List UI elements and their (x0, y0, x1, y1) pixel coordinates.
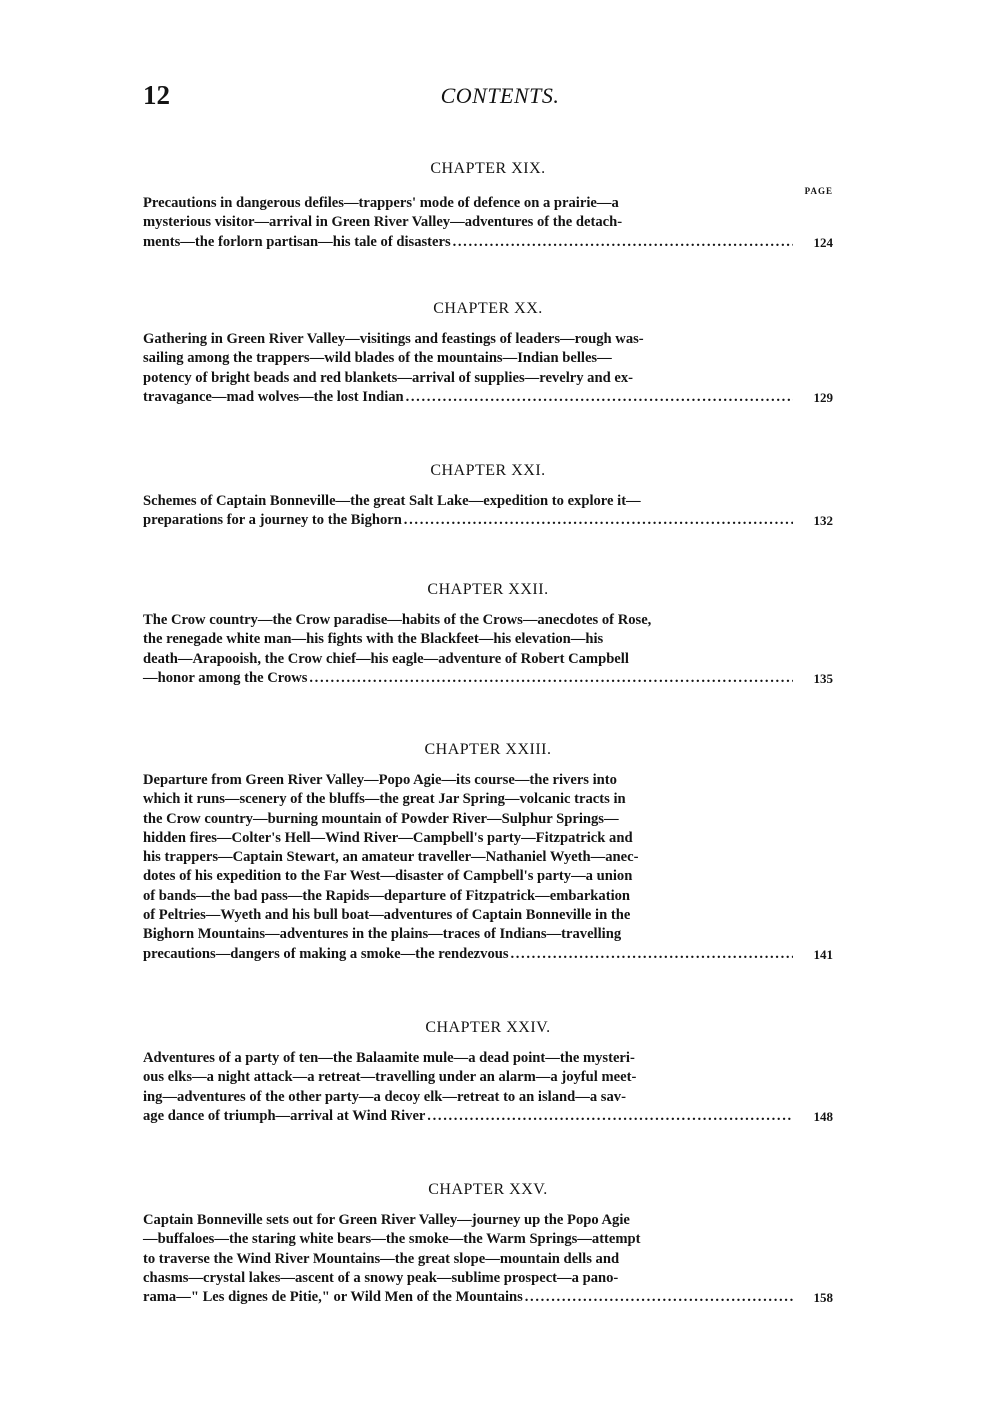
summary-line: which it runs—scenery of the bluffs—the great Jar Spring—volcanic tracts in (143, 791, 626, 808)
chapter-summary (143, 194, 833, 252)
summary-line: Bighorn Mountains—adventures in the plains—traces of Indians—travelling (143, 926, 622, 943)
summary-line: ous elks—a night attack—a retreat—travelling under an alarm—a joyful meet- (143, 1069, 637, 1086)
running-head: CONTENTS. (440, 83, 560, 108)
chapter-summary (143, 771, 833, 964)
dot-leader (453, 233, 793, 252)
summary-line: Departure from Green River Valley—Popo Agie—its course—the rivers into (143, 772, 617, 788)
page-reference: 124 (813, 234, 833, 250)
summary-line: age dance of triumph—arrival at Wind River (143, 1107, 426, 1124)
summary-line: —buffaloes—the staring white bears—the smoke—the Warm Springs—attempt (143, 1231, 641, 1248)
summary-line: ing—adventures of the other party—a decoy elk—retreat to an island—a sav- (143, 1088, 626, 1105)
dot-leader (406, 388, 793, 407)
summary-line: his trappers—Captain Stewart, an amateur traveller—Nathaniel Wyeth—anec- (143, 849, 639, 866)
summary-line: travagance—mad wolves—the lost Indian (143, 388, 404, 405)
page-reference: 135 (813, 670, 833, 686)
summary-line: —honor among the Crows (143, 669, 308, 686)
dot-leader (427, 1107, 793, 1126)
summary-line: Schemes of Captain Bonneville—the great Salt Lake—expedition to explore it— (143, 493, 641, 509)
summary-line: Adventures of a party of ten—the Balaamite mule—a dead point—the mysteri- (143, 1050, 635, 1066)
summary-line: Captain Bonneville sets out for Green River Valley—journey up the Popo Agie (143, 1212, 630, 1228)
dot-leader (309, 669, 793, 688)
page-reference: 132 (813, 513, 833, 529)
chapter-summary (143, 492, 833, 531)
page-reference: 148 (813, 1108, 833, 1124)
summary-line: preparations for a journey to the Bighorn (143, 512, 402, 529)
chapter-entry (143, 741, 833, 964)
summary-line: of bands—the bad pass—the Rapids—departure of Fitzpatrick—embarkation (143, 887, 631, 904)
summary-line: sailing among the trappers—wild blades of the mountains—Indian belles— (143, 350, 612, 367)
summary-line: to traverse the Wind River Mountains—the great slope—mountain dells and (143, 1250, 620, 1267)
chapter-entry (143, 581, 833, 688)
summary-line: of Peltries—Wyeth and his bull boat—adventures of Captain Bonneville in the (143, 907, 631, 924)
page-reference: 158 (813, 1290, 833, 1306)
chapter-heading: CHAPTER XXV. (428, 1181, 548, 1198)
page-reference: 129 (813, 389, 833, 405)
chapter-summary (143, 611, 833, 688)
summary-line: The Crow country—the Crow paradise—habits of the Crows—anecdotes of Rose, (143, 612, 652, 628)
chapter-entry (143, 300, 833, 407)
chapter-summary (143, 1049, 833, 1126)
chapter-summary (143, 1211, 833, 1307)
summary-line: Gathering in Green River Valley—visitings and feastings of leaders—rough was- (143, 331, 644, 347)
chapter-heading: CHAPTER XXIII. (424, 741, 552, 758)
summary-line: dotes of his expedition to the Far West—disaster of Campbell's party—a union (143, 868, 633, 885)
page-number: 12 (143, 80, 170, 110)
summary-line: chasms—crystal lakes—ascent of a snowy peak—sublime prospect—a pano- (143, 1269, 619, 1286)
summary-line: Precautions in dangerous defiles—trappers' mode of defence on a prairie—a (143, 195, 619, 211)
summary-line: potency of bright beads and red blankets—arrival of supplies—revelry and ex- (143, 369, 633, 386)
chapter-entry (143, 462, 833, 531)
chapter-heading: CHAPTER XXI. (430, 462, 546, 479)
chapter-heading: CHAPTER XXII. (427, 581, 549, 598)
summary-line: ments—the forlorn partisan—his tale of disasters (143, 233, 451, 250)
chapter-summary (143, 330, 833, 407)
summary-line: the Crow country—burning mountain of Powder River—Sulphur Springs— (143, 810, 619, 827)
chapter-heading: CHAPTER XXIV. (425, 1019, 551, 1036)
page-reference: 141 (813, 946, 833, 962)
dot-leader (404, 511, 793, 530)
dot-leader (511, 945, 793, 964)
chapter-entry (143, 160, 833, 252)
summary-line: mysterious visitor—arrival in Green River Valley—adventures of the detach- (143, 214, 623, 231)
page-column-label: PAGE (804, 186, 833, 196)
chapter-heading: CHAPTER XIX. (430, 160, 546, 177)
chapter-heading: CHAPTER XX. (433, 300, 543, 317)
chapter-entry (143, 1019, 833, 1126)
dot-leader (525, 1288, 793, 1307)
summary-line: the renegade white man—his fights with the Blackfeet—his elevation—his (143, 631, 604, 648)
summary-line: precautions—dangers of making a smoke—the rendezvous (143, 945, 509, 962)
chapter-entry (143, 1181, 833, 1307)
summary-line: death—Arapooish, the Crow chief—his eagle—adventure of Robert Campbell (143, 650, 629, 667)
summary-line: hidden fires—Colter's Hell—Wind River—Campbell's party—Fitzpatrick and (143, 829, 633, 846)
summary-line: rama—" Les dignes de Pitie," or Wild Men of the Mountains (143, 1289, 523, 1306)
